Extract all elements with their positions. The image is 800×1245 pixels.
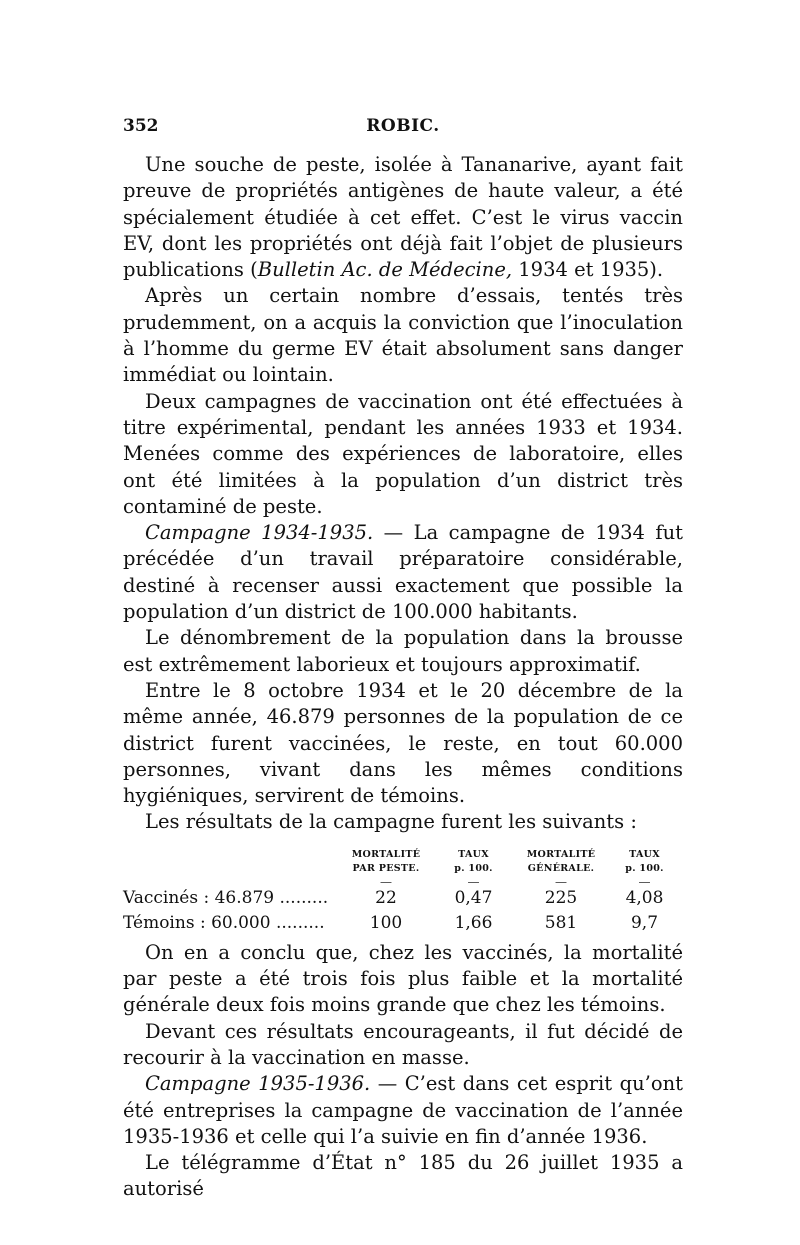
paragraph: Après un certain nombre d’essais, tentés très prudemment, on a acquis la conviction que l’inoculation à l’homme du germe EV était absolument sans danger immédiat ou lointain. (123, 284, 683, 387)
paragraph: Deux campagnes de vaccination ont été effectuées à titre expérimental, pendant les années 1933 et 1934. Menées comme des expériences de laboratoire, elles ont été limitées à la population d’un district très contaminé de peste. (123, 389, 683, 518)
paragraph (123, 520, 683, 625)
paragraph-text: 1934 et 1935). (512, 258, 664, 282)
paragraph: Devant ces résultats encourageants, il fut décidé de recourir à la vaccination en masse. (123, 1019, 683, 1069)
table-row (123, 911, 683, 936)
dash: — (467, 874, 480, 889)
table-cell: 22 (375, 887, 397, 908)
dash: — (638, 874, 651, 889)
paragraph: Les résultats de la campagne furent les suivants : (145, 810, 637, 834)
paragraph-text: Une souche de peste, isolée à Tananarive, ayant fait preuve de propriétés antigènes de haute valeur, a été spécialement étudiée à cet effet. C’est le virus vaccin EV, dont les propriétés ont déjà fait l’objet de plusieurs publications ( (123, 153, 683, 282)
section-heading: Campagne 1935-1936. (145, 1072, 371, 1096)
dash: — (555, 874, 567, 889)
table-dash-row (123, 878, 683, 886)
paragraph: Le télégramme d’État n° 185 du 26 juillet 1935 a autorisé (123, 1151, 683, 1201)
page-header (123, 116, 683, 140)
table-cell: 581 (544, 912, 578, 933)
table-cell: 9,7 (630, 912, 659, 933)
table-cell: 225 (544, 887, 578, 908)
paragraph-text: — C’est dans cet esprit qu’ont été entreprises la campagne de vaccination de l’année 1935-1936 et celle qui l’a suivie en fin d’année 1936. (123, 1072, 683, 1148)
page-number: 352 (123, 116, 159, 136)
table-cell: 1,66 (454, 912, 493, 933)
row-label: Vaccinés : 46.879 ......... (123, 887, 329, 908)
paragraph-text: — La campagne de 1934 fut précédée d’un travail préparatoire considérable, destiné à recenser aussi exactement que possible la population d’un district de 100.000 habitants. (123, 521, 683, 624)
paragraph (123, 152, 683, 283)
dash: — (380, 874, 392, 889)
row-label: Témoins : 60.000 ......... (123, 912, 325, 933)
table-header-empty (123, 846, 341, 878)
citation: Bulletin Ac. de Médecine, (257, 258, 513, 282)
table-header: TAUX p. 100. (454, 848, 493, 874)
table-header: TAUX p. 100. (625, 848, 664, 874)
table-header-row (123, 846, 683, 878)
table-row (123, 886, 683, 911)
paragraph: Entre le 8 octobre 1934 et le 20 décembre de la même année, 46.879 personnes de la population de ce district furent vaccinées, le reste, en tout 60.000 personnes, vivant dans les mêmes conditions hygiéniques, servirent de témoins. (123, 678, 683, 808)
results-table (123, 846, 683, 936)
table-cell: 100 (369, 912, 403, 933)
paragraph: Le dénombrement de la population dans la brousse est extrêmement laborieux et toujours approximatif. (123, 626, 683, 676)
table-cell: 4,08 (625, 887, 664, 908)
table-header: MORTALITÉ GÉNÉRALE. (526, 848, 596, 874)
paragraph (123, 1071, 683, 1150)
paragraph: On en a conclu que, chez les vaccinés, la mortalité par peste a été trois fois plus faible et la mortalité générale deux fois moins grande que chez les témoins. (123, 940, 683, 1017)
table-header: MORTALITÉ PAR PESTE. (351, 848, 421, 874)
table-cell: 0,47 (454, 887, 493, 908)
section-heading: Campagne 1934-1935. (145, 521, 374, 545)
running-head: ROBIC. (366, 116, 440, 136)
body-text (123, 152, 683, 1203)
